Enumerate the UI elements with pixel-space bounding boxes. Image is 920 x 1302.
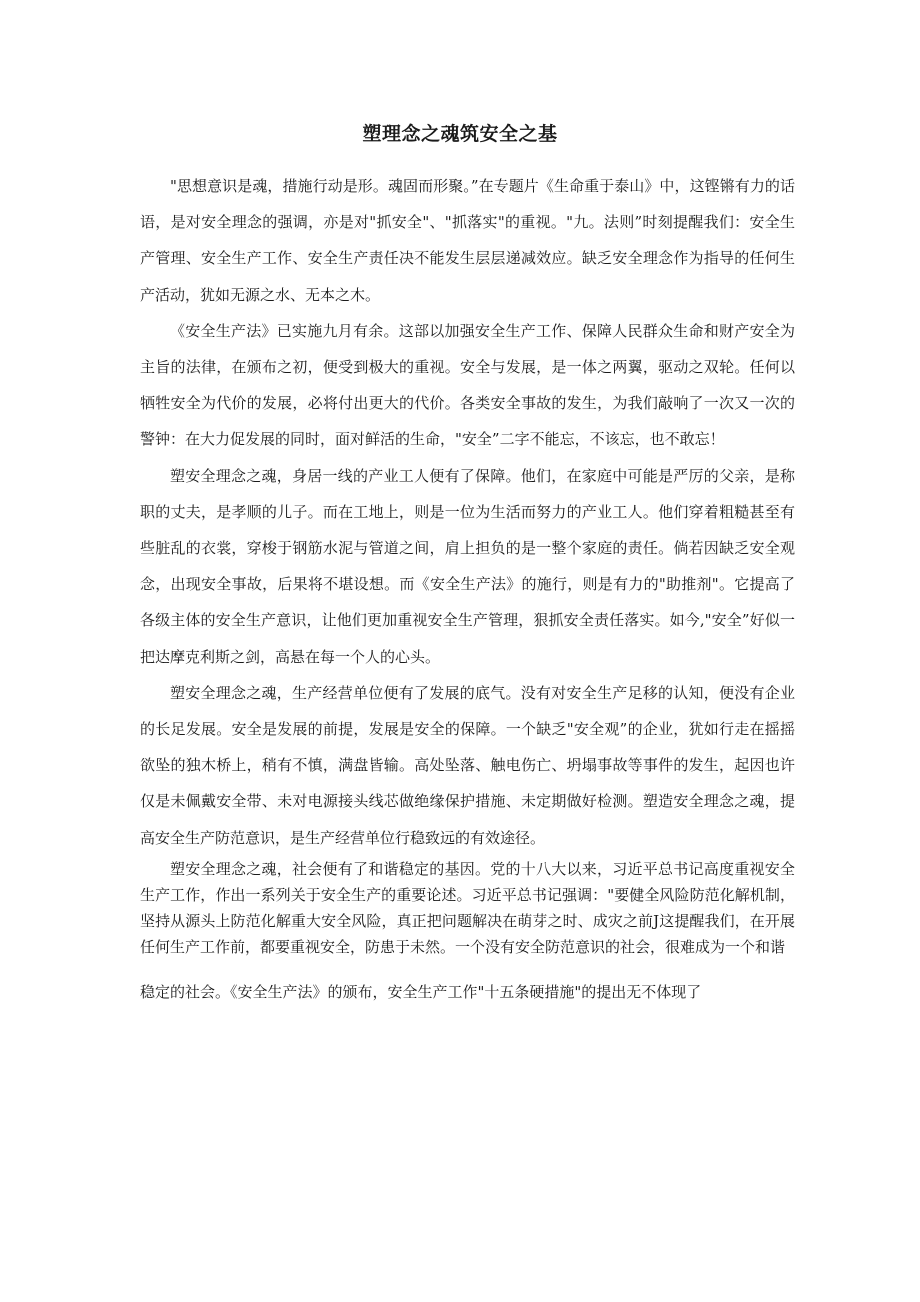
paragraph-1: "思想意识是魂，措施行动是形。魂固而形聚。”在专题片《生命重于泰山》中，这铿锵有力的话语，是对安全理念的强调，亦是对"抓安全"、"抓落实"的重视。"九。法则”时刻提醒我们：安全生产管理、安全生产工作、安全生产责任决不能发生层层递减效应。缺乏安全理念作为指导的任何生产活动，犹如无源之水、无本之木。 bbox=[140, 177, 795, 304]
paragraph-5: 塑安全理念之魂，社会便有了和谐稳定的基因。党的十八大以来，习近平总书记高度重视安全生产工作，作出一系列关于安全生产的重要论述。习近平总书记强调："要健全风险防范化解机制，坚持从源头上防范化解重大安全风险，真正把问题解决在萌芽之时、成灾之前J这提醒我们，在开展任何生产工作前，都要重视安全，防患于未然。一个没有安全防范意识的社会，很难成为一个和谐 bbox=[140, 859, 795, 956]
paragraph-2: 《安全生产法》已实施九月有余。这部以加强安全生产工作、保障人民群众生命和财产安全为主旨的法律，在颁布之初，便受到极大的重视。安全与发展，是一体之两翼，驱动之双轮。任何以牺牲安全为代价的发展，必将付出更大的代价。各类安全事故的发生，为我们敲响了一次又一次的警钟：在大力促发展的同时，面对鲜活的生命，"安全”二字不能忘，不该忘，也不敢忘！ bbox=[140, 321, 795, 449]
paragraph-4: 塑安全理念之魂，生产经营单位便有了发展的底气。没有对安全生产足移的认知，便没有企业的长足发展。安全是发展的前提，发展是安全的保障。一个缺乏"安全观”的企业，犹如行走在摇摇欲坠的独木桥上，稍有不慎，满盘皆输。高处坠落、触电伤亡、坍塌事故等事件的发生，起因也许仅是未佩戴安全带、未对电源接头线芯做绝缘保护措施、未定期做好检测。塑造安全理念之魂，提高安全生产防范意识，是生产经营单位行稳致远的有效途径。 bbox=[140, 683, 795, 847]
paragraph-3: 塑安全理念之魂，身居一线的产业工人便有了保障。他们，在家庭中可能是严厉的父亲，是称职的丈夫，是孝顺的儿子。而在工地上，则是一位为生活而努力的产业工人。他们穿着粗糙甚至有些脏乱的衣裳，穿梭于钢筋水泥与管道之间，肩上担负的是一整个家庭的责任。倘若因缺乏安全观念，出现安全事故，后果将不堪设想。而《安全生产法》的施行，则是有力的"助推剂"。它提高了各级主体的安全生产意识，让他们更加重视安全生产管理，狠抓安全责任落实。如今,"安全”好似一把达摩克利斯之剑，高悬在每一个人的心头。 bbox=[140, 466, 795, 666]
paragraph-6: 稳定的社会。《安全生产法》的颁布，安全生产工作"十五条硬措施"的提出无不体现了 bbox=[140, 982, 702, 1001]
document-title: 塑理念之魂筑安全之基 bbox=[362, 123, 558, 145]
document-body bbox=[140, 168, 795, 1010]
